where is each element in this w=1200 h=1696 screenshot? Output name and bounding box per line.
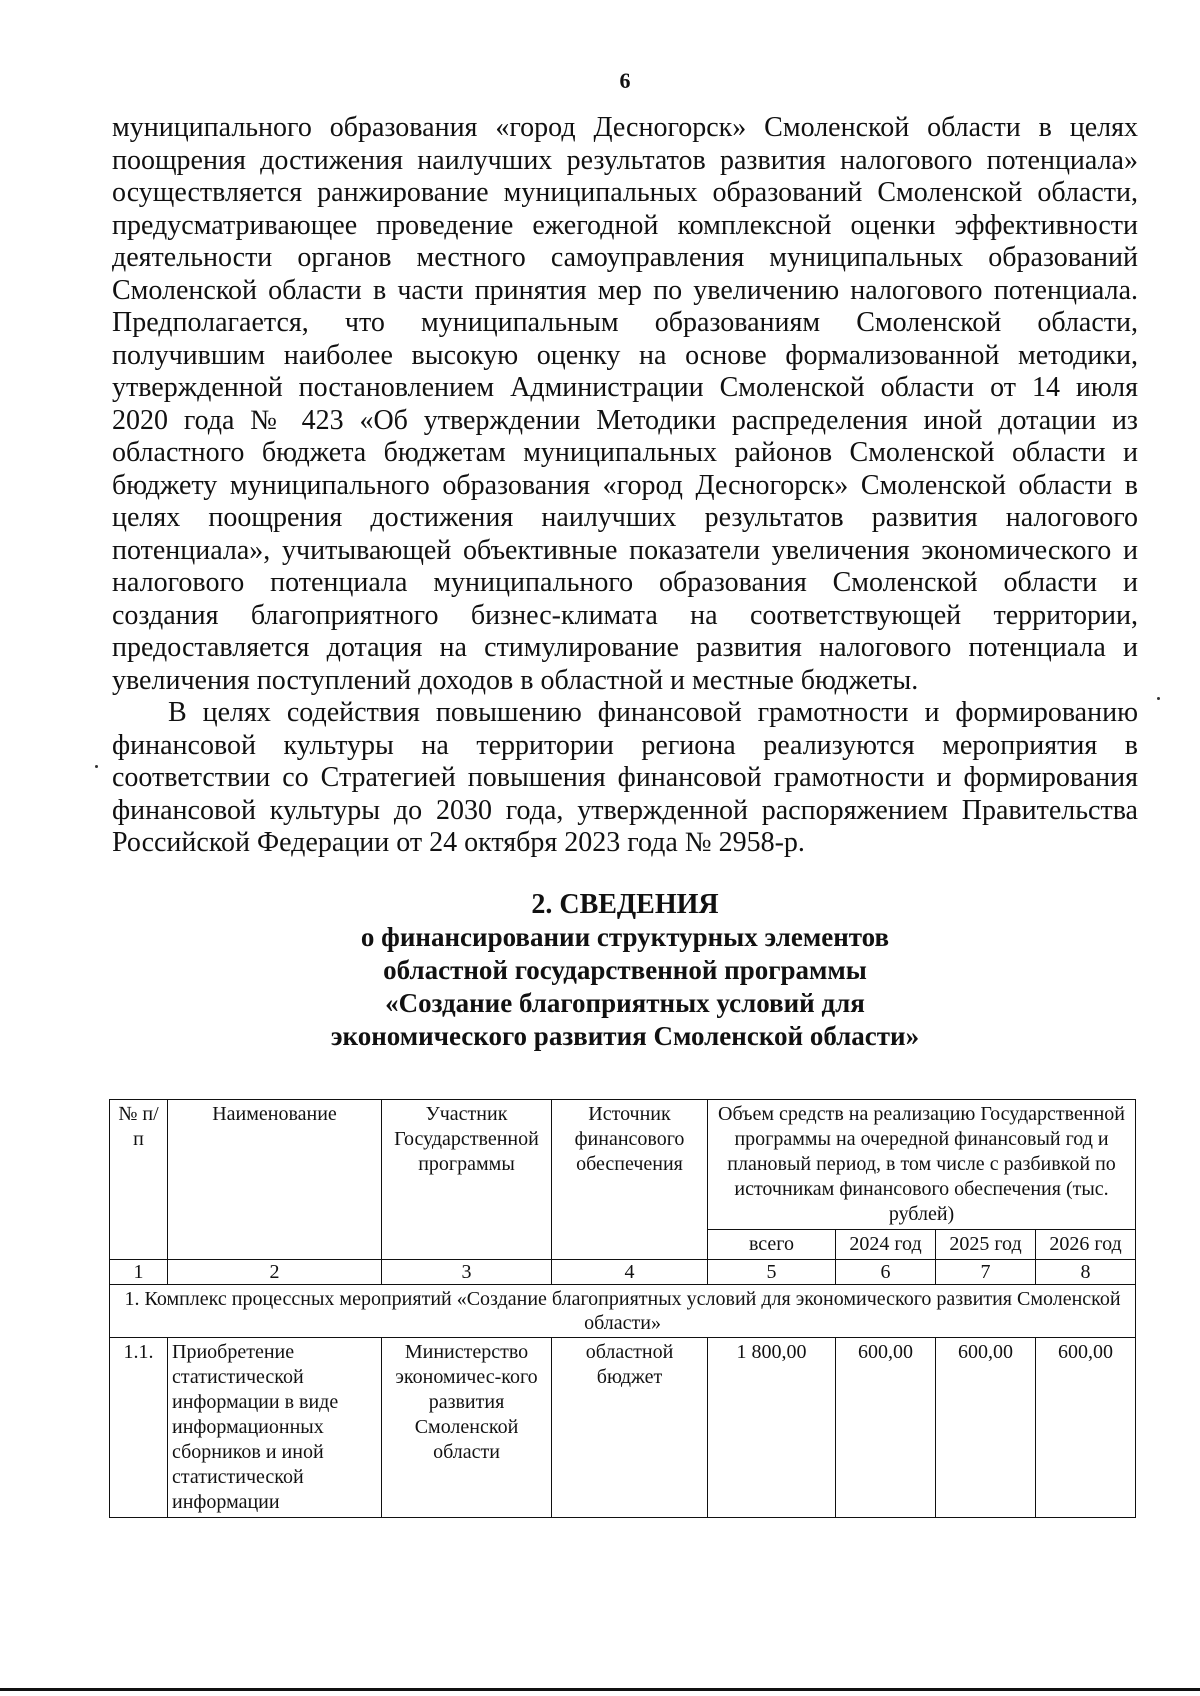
column-number: 4: [552, 1260, 708, 1285]
column-number: 2: [168, 1260, 382, 1285]
column-number: 6: [836, 1260, 936, 1285]
row-2025: 600,00: [936, 1338, 1036, 1518]
header-participant: Участник Государственной программы: [382, 1100, 552, 1260]
scan-speck: [1157, 697, 1160, 700]
financing-table: [109, 1099, 1136, 1518]
row-2026: 600,00: [1036, 1338, 1136, 1518]
column-number-row: [110, 1260, 1136, 1285]
heading-line-1: о финансировании структурных элементов: [360, 922, 890, 952]
scan-speck: [95, 765, 98, 768]
header-2026: 2026 год: [1036, 1230, 1136, 1260]
heading-title: 2. СВЕДЕНИЯ: [531, 889, 719, 920]
table-row: [110, 1338, 1136, 1518]
header-2024: 2024 год: [836, 1230, 936, 1260]
section-row: [110, 1285, 1136, 1338]
table-header-row: [110, 1100, 1136, 1230]
column-number: 5: [708, 1260, 836, 1285]
column-number: 3: [382, 1260, 552, 1285]
row-num: 1.1.: [110, 1338, 168, 1518]
heading-line-3: «Создание благоприятных условий для: [385, 988, 865, 1018]
page-number: 6: [619, 68, 631, 93]
section-title: 1. Комплекс процессных мероприятий «Создание благоприятных условий для экономического развития Смоленской области»: [110, 1285, 1136, 1338]
header-2025: 2025 год: [936, 1230, 1036, 1260]
column-number: 1: [110, 1260, 168, 1285]
heading-line-4: экономического развития Смоленской области»: [330, 1021, 920, 1051]
header-source: Источник финансового обеспечения: [552, 1100, 708, 1260]
heading-line-2: областной государственной программы: [383, 955, 867, 985]
row-name: Приобретение статистической информации в виде информационных сборников и иной статистической информации: [168, 1338, 382, 1518]
section-heading: [112, 888, 1138, 1053]
footer-rule: [0, 1688, 1200, 1691]
paragraph-1: муниципального образования «город Десногорск» Смоленской области в целях поощрения достижения наилучших результатов развития налогового потенциала» осуществляется ранжирование муниципальных образований Смоленской области, предусматривающее проведение ежегодной комплексной оценки эффективности деятельности органов местного самоуправления муниципальных образований Смоленской области в части принятия мер по увеличению налогового потенциала. Предполагается, что муниципальным образованиям Смоленской области, получившим наиболее высокую оценку на основе формализованной методики, утвержденной постановлением Администрации Смоленской области от 14 июля 2020 года № 423 «Об утверждении Методики распределения иной дотации из областного бюджета бюджетам муниципальных районов Смоленской области и бюджету муниципального образования «город Десногорск» Смоленской области в целях поощрения достижения наилучших результатов развития налогового потенциала», учитывающей объективные показатели увеличения экономического и налогового потенциала муниципального образования Смоленской области и создания благоприятного бизнес-климата на соответствующей территории, предоставляется дотация на стимулирование развития налогового потенциала и увеличения поступлений доходов в областной и местные бюджеты.: [112, 112, 1138, 696]
row-source: областной бюджет: [552, 1338, 708, 1518]
row-total: 1 800,00: [708, 1338, 836, 1518]
row-2024: 600,00: [836, 1338, 936, 1518]
header-volume: Объем средств на реализацию Государственной программы на очередной финансовый год и плановый период, в том числе с разбивкой по источникам финансового обеспечения (тыс. рублей): [708, 1100, 1136, 1230]
column-number: 7: [936, 1260, 1036, 1285]
paragraph-2: В целях содействия повышению финансовой грамотности и формированию финансовой культуры на территории региона реализуются мероприятия в соответствии со Стратегией повышения финансовой грамотности и формирования финансовой культуры до 2030 года, утвержденной распоряжением Правительства Российской Федерации от 24 октября 2023 года № 2958-р.: [112, 697, 1138, 858]
header-name: Наименование: [168, 1100, 382, 1260]
header-total: всего: [708, 1230, 836, 1260]
header-num: № п/п: [110, 1100, 168, 1260]
column-number: 8: [1036, 1260, 1136, 1285]
body-text: [112, 112, 1138, 860]
row-participant: Министерство экономичес-кого развития Смоленской области: [382, 1338, 552, 1518]
